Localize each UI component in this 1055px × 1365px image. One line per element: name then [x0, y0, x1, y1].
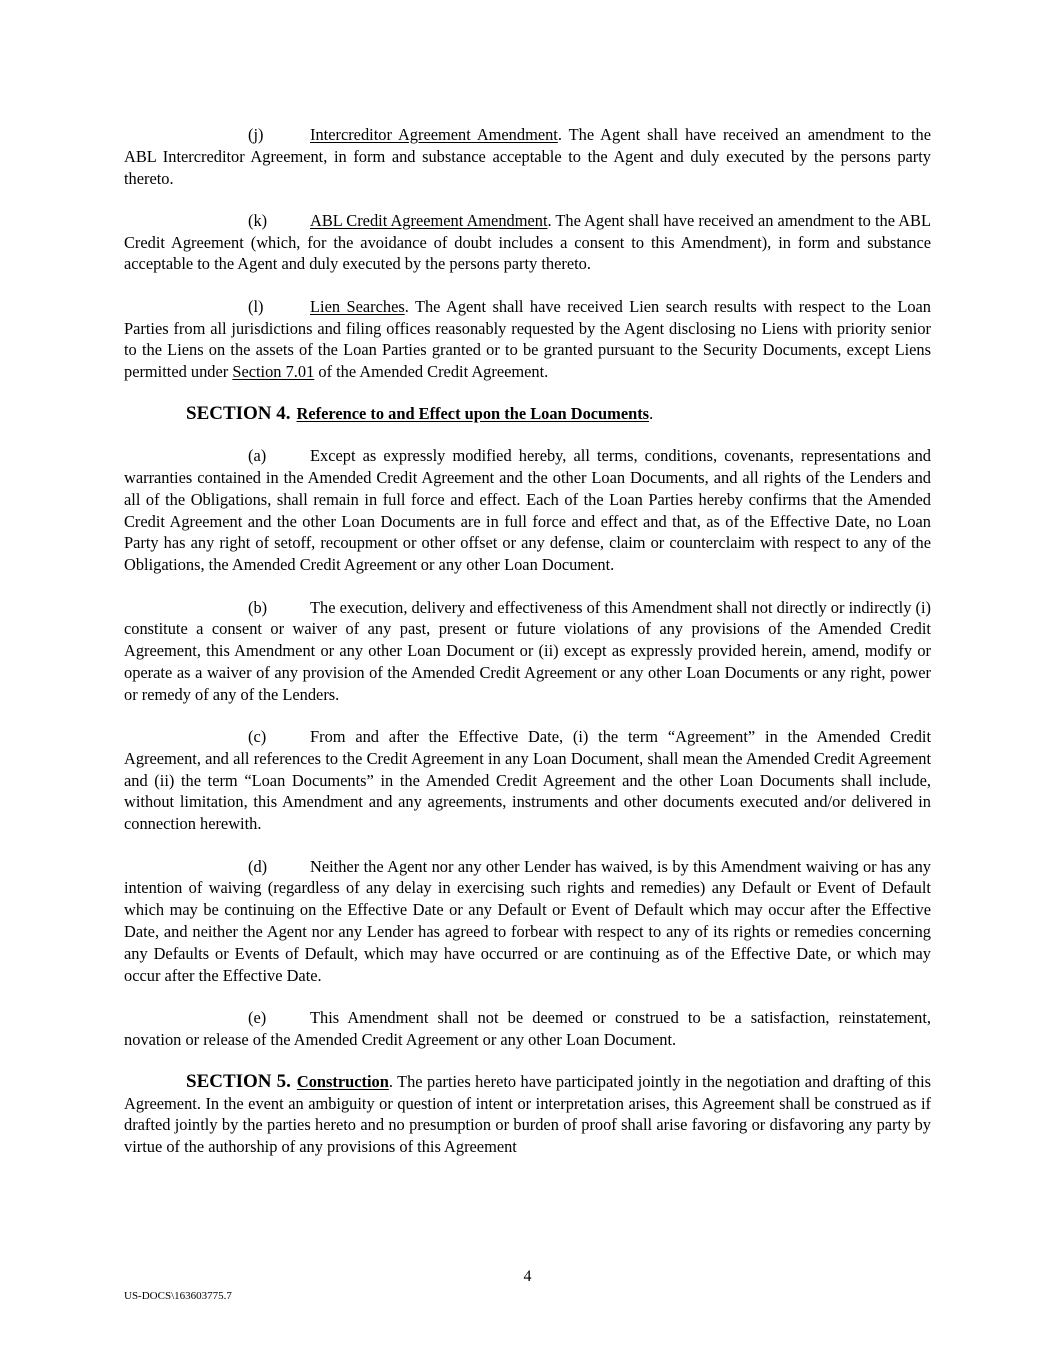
paragraph-label: (c): [248, 727, 267, 747]
paragraph-label: (e): [248, 1007, 267, 1027]
paragraph-4e: [124, 1007, 931, 1051]
paragraph-text: Except as expressly modified hereby, all terms, conditions, covenants, representations and warranties contained in the Amended Credit Agreement and the other Loan Documents, and all rights of the Lenders and all of the Obligations, shall remain in full force and effect. Each of the Loan Parties hereby confirms that the Amended Credit Agreement and the other Loan Documents are in full force and effect and that, as of the Effective Date, no Loan Party has any right of setoff, recoupment or other offset or any defense, claim or counterclaim with respect to any of the Obligations, the Amended Credit Agreement or any other Loan Document.: [124, 446, 931, 575]
paragraph-text-end: of the Amended Credit Agreement.: [314, 362, 549, 382]
paragraph-label: (d): [248, 856, 268, 876]
section-text: . The parties hereto have participated jointly in the negotiation and drafting of this Agreement. In the event an ambiguity or question of intent or interpretation arises, this Agreement shall be construed as if drafted jointly by the parties hereto and no presumption or burden of proof shall arise favoring or disfavoring any party by virtue of the authorship of any provisions of this Agreement: [124, 1071, 931, 1157]
paragraph-heading: ABL Credit Agreement Amendment: [310, 210, 548, 230]
paragraph-j: [124, 124, 931, 189]
paragraph-label: (a): [248, 446, 267, 466]
paragraph-text: This Amendment shall not be deemed or construed to be a satisfaction, reinstatement, novation or release of the Amended Credit Agreement or any other Loan Document.: [124, 1007, 931, 1049]
section-5: [124, 1071, 931, 1158]
paragraph-l: [124, 296, 931, 383]
paragraph-4d: [124, 856, 931, 987]
paragraph-heading: Lien Searches: [310, 296, 405, 316]
section-4-heading: [124, 403, 931, 425]
paragraph-text: . The Agent shall have received an amendment to the ABL Credit Agreement (which, for the avoidance of doubt includes a consent to this Amendment), in form and substance acceptable to the Agent and duly executed by the persons party thereto.: [124, 210, 931, 274]
document-id: US-DOCS\163603775.7: [124, 1290, 232, 1302]
paragraph-text: The execution, delivery and effectiveness of this Amendment shall not directly or indirectly (i) constitute a consent or waiver of any past, present or future violations of any provisions of the Amended Credit Agreement, this Amendment or any other Loan Document or (ii) except as expressly provided herein, amend, modify or operate as a waiver of any provision of the Amended Credit Agreement or any other Loan Documents or any right, power or remedy of any of the Lenders.: [124, 597, 931, 704]
paragraph-heading: Intercreditor Agreement Amendment: [310, 125, 558, 144]
section-number: SECTION 5.: [186, 1070, 291, 1092]
paragraph-4a: [124, 445, 931, 576]
paragraph-4b: [124, 597, 931, 706]
paragraph-label: (b): [248, 597, 268, 617]
paragraph-4c: [124, 726, 931, 835]
section-reference-link[interactable]: Section 7.01: [232, 362, 315, 382]
paragraph-label: (j): [248, 125, 264, 144]
section-title: Reference to and Effect upon the Loan Documents: [296, 404, 650, 424]
paragraph-k: [124, 210, 931, 275]
paragraph-label: (k): [248, 210, 268, 230]
paragraph-text: . The Agent shall have received Lien search results with respect to the Loan Parties from all jurisdictions and filing offices reasonably requested by the Agent disclosing no Liens with priority senior to the Liens on the assets of the Loan Parties granted or to be granted pursuant to the Security Documents, except Liens permitted under: [124, 296, 931, 382]
paragraph-text: From and after the Effective Date, (i) the term “Agreement” in the Amended Credit Agreement, and all references to the Credit Agreement in any Loan Document, shall mean the Amended Credit Agreement and (ii) the term “Loan Documents” in the Amended Credit Agreement and the other Loan Documents shall include, without limitation, this Amendment and any agreements, instruments and other documents executed and/or delivered in connection herewith.: [124, 727, 931, 834]
paragraph-label: (l): [248, 296, 264, 316]
page-number: 4: [523, 1268, 532, 1285]
paragraph-text: . The Agent shall have received an amendment to the ABL Intercreditor Agreement, in form and substance acceptable to the Agent and duly executed by the persons party thereto.: [124, 125, 932, 188]
document-body: [124, 124, 931, 1178]
section-number: SECTION 4.: [186, 403, 291, 425]
paragraph-text: Neither the Agent nor any other Lender has waived, is by this Amendment waiving or has any intention of waiving (regardless of any delay in exercising such rights and remedies) any Default or Event of Default which may be continuing on the Effective Date or any Default or Event of Default which may occur after the Effective Date, and neither the Agent nor any Lender has agreed to forbear with respect to any of its rights or remedies concerning any Defaults or Events of Default, which may have occurred or are continuing as of the Effective Date, or which may occur after the Effective Date.: [124, 856, 931, 985]
section-title: Construction: [296, 1071, 389, 1091]
section-title-end: .: [649, 404, 654, 424]
